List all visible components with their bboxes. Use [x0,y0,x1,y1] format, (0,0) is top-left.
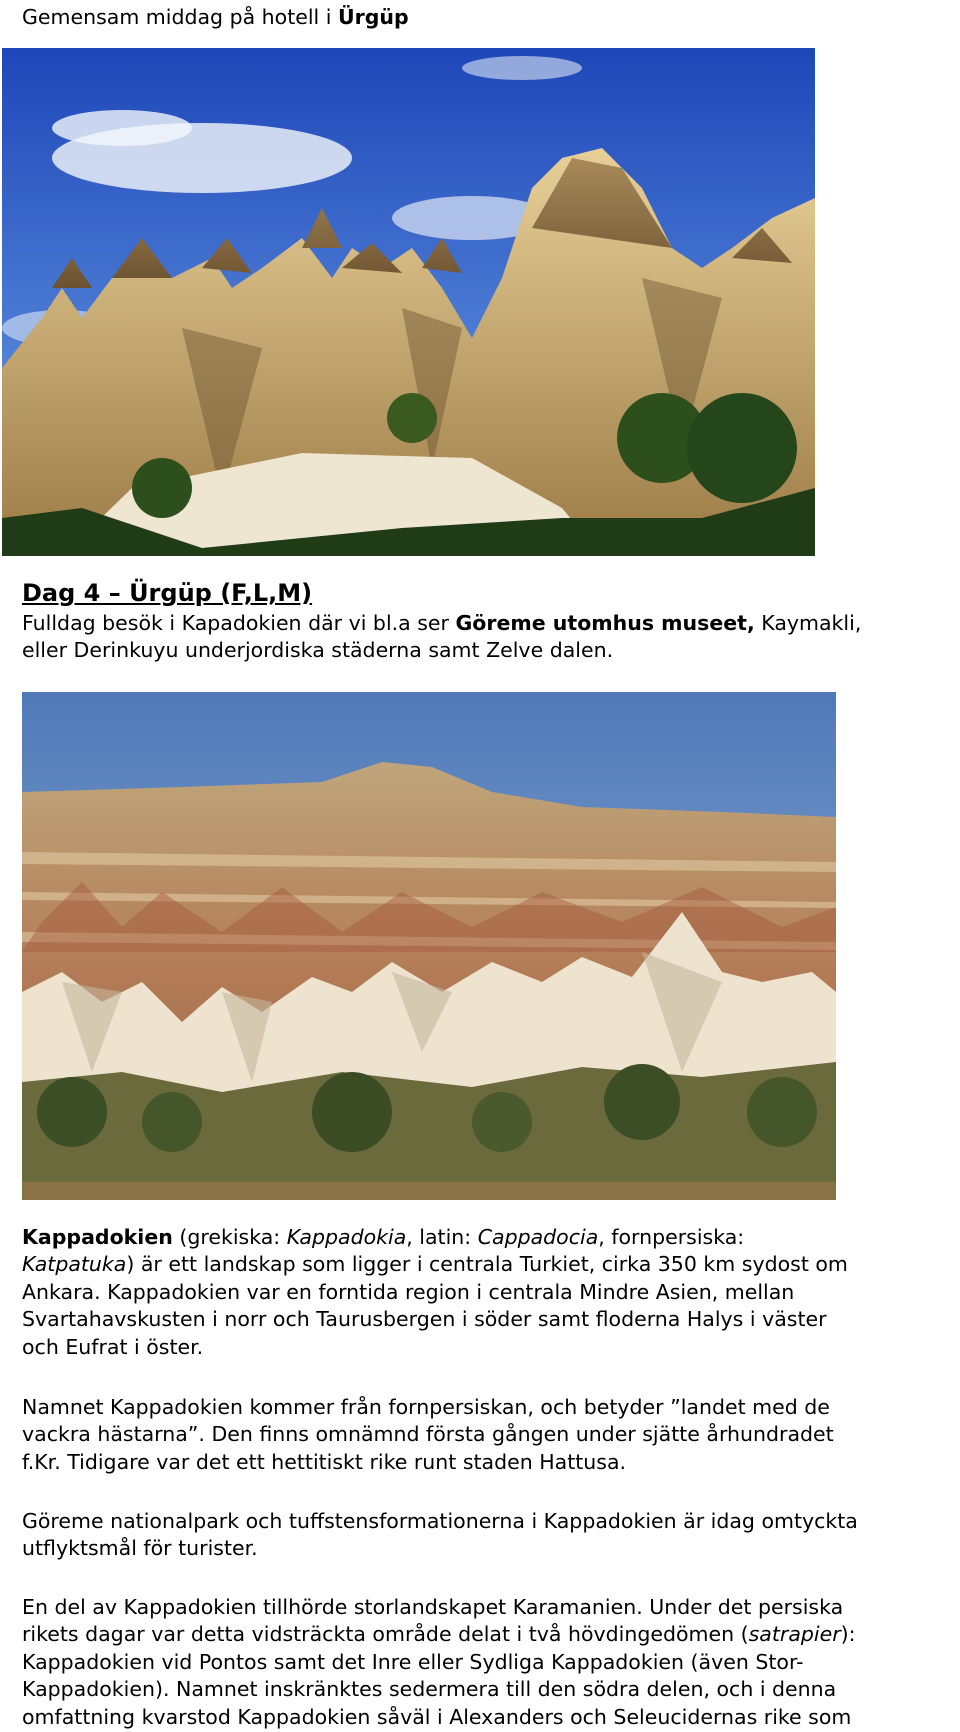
p1-greek: Kappadokia [286,1225,407,1249]
day-text-1a: Fulldag besök i Kapadokien där vi bl.a ser [22,611,456,635]
day-heading: Dag 4 – Ürgüp (F,L,M) [22,579,313,607]
paragraph-name-origin [22,1394,952,1476]
p1-latin: Cappadocia [477,1225,599,1249]
intro-place: Ürgüp [337,5,409,29]
p4-text-2c: ): [840,1622,856,1647]
day-highlight: Göreme utomhus museet, [455,611,755,635]
p2-line-2: vackra hästarna”. Den finns omnämnd första gången under sjätte århundradet [22,1422,834,1447]
p2-line-1: Namnet Kappadokien kommer från fornpersiskan, och betyder ”landet med de [22,1395,830,1419]
p1-text-h: ) är ett landskap som ligger i centrala Turkiet, cirka 350 km sydost om [126,1252,848,1277]
p1-text-d: , latin: [406,1225,478,1249]
p4-line-2 [22,1621,952,1648]
day-text-1c: Kaymakli, [754,611,862,635]
p1-line-3: Ankara. Kappadokien var en forntida region i centrala Mindre Asien, mellan [22,1279,795,1304]
intro-text: Gemensam middag på hotell i [22,5,338,29]
p1-persian: Katpatuka [22,1252,127,1277]
p1-line-4: Svartahavskusten i norr och Taurusbergen i söder samt floderna Halys i väster [22,1307,827,1332]
p1-line-5: och Eufrat i öster. [22,1334,204,1359]
p4-line-4: Kappadokien). Namnet inskränktes sedermera till den södra delen, och i denna [22,1677,837,1702]
p4-line-1: En del av Kappadokien tillhörde storlandskapet Karamanien. Under det persiska [22,1595,844,1619]
paragraph-history [22,1594,952,1731]
fairy-chimneys-photo [2,48,815,556]
p4-satrapier: satrapier [748,1622,841,1647]
day-line-2: eller Derinkuyu underjordiska städerna samt Zelve dalen. [22,638,614,662]
paragraph-kappadokien-intro [22,1224,952,1361]
p4-line-3: Kappadokien vid Pontos samt det Inre eller Sydliga Kappadokien (även Stor- [22,1649,804,1674]
p1-term: Kappadokien [22,1225,173,1249]
p4-line-5: omfattning kvarstod Kappadokien såväl i Alexanders och Seleucidernas rike som [22,1704,852,1729]
p3-line-2: utflyktsmål för turister. [22,1536,258,1561]
p2-line-3: f.Kr. Tidigare var det ett hettitiskt rike runt staden Hattusa. [22,1449,627,1474]
day-line-1 [22,610,861,637]
p3-line-1: Göreme nationalpark och tuffstensformationerna i Kappadokien är idag omtyckta [22,1509,858,1533]
p1-text-b: (grekiska: [172,1225,287,1249]
intro-line [22,4,409,31]
paragraph-goreme [22,1508,952,1563]
valley-landscape-photo [22,692,836,1200]
p1-text-f: , fornpersiska: [598,1225,745,1249]
p4-text-2a: rikets dagar var detta vidsträckta område delat i två hövdingedömen ( [22,1622,749,1647]
p1-line-2 [22,1251,952,1278]
p1-line-1 [22,1224,952,1251]
